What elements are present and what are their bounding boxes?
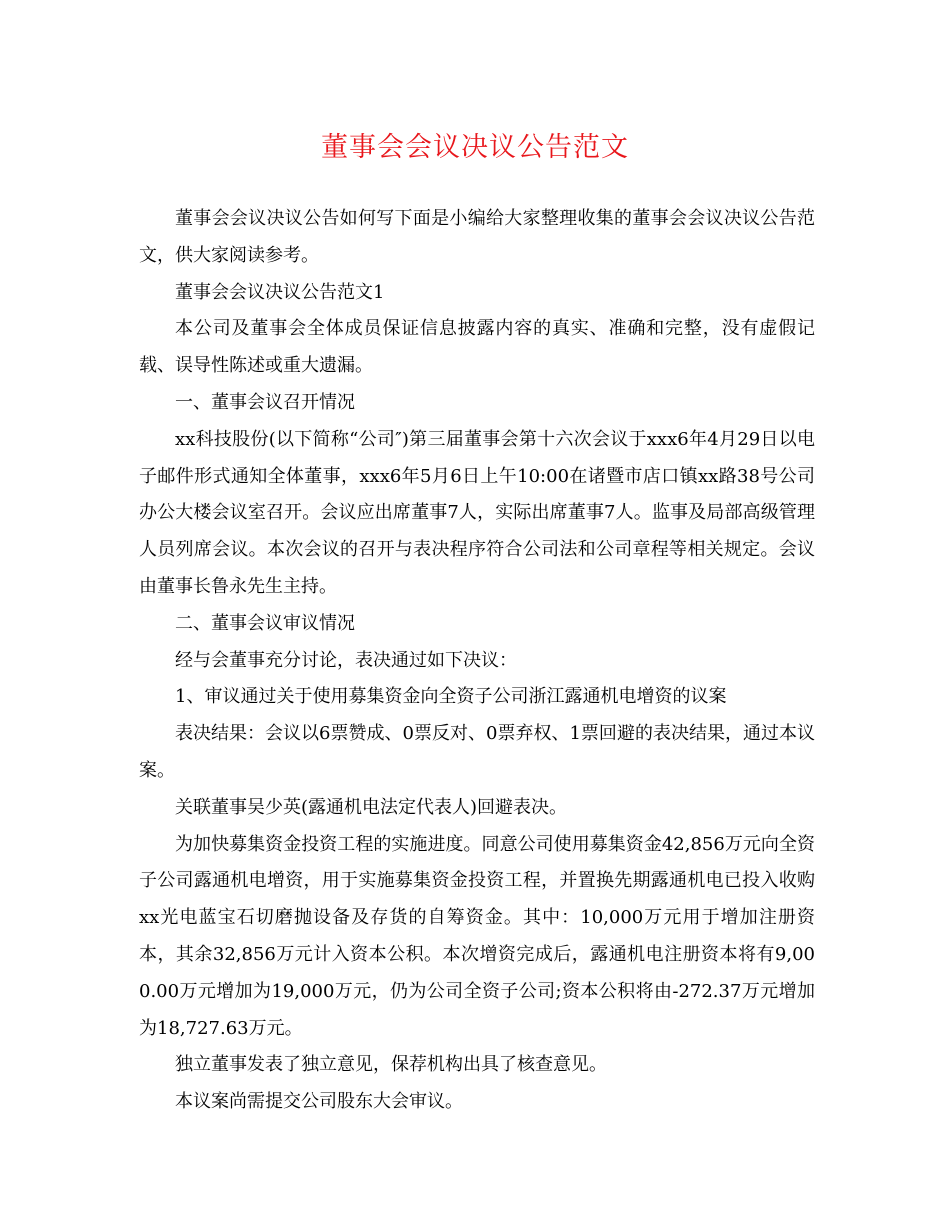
paragraph-discussion: 经与会董事充分讨论，表决通过如下决议： [175, 649, 517, 671]
document-title: 董事会会议决议公告范文 [321, 132, 629, 163]
section-heading-meeting: 一、董事会议召开情况 [175, 391, 355, 413]
paragraph-intro: 董事会会议决议公告如何写下面是小编给大家整理收集的董事会会议决议公告范文，供大家阅读参考。 [139, 208, 815, 266]
paragraph-guarantee: 本公司及董事会全体成员保证信息披露内容的真实、准确和完整，没有虚假记载、误导性陈述或重大遗漏。 [139, 318, 815, 377]
paragraph-meeting-details: xx科技股份(以下简称“公司″)第三届董事会第十六次会议于xxx6年4月29日以电子邮件形式通知全体董事，xxx6年5月6日上午10:00在诸暨市店口镇xx路38号公司办公大楼会议室召开。会议应出席董事7人，实际出席董事7人。监事及局部高级管理人员列席会议。本次会议的召开与表决程序符合公司法和公司章程等相关规定。会议由董事长鲁永先生主持。 [139, 428, 815, 597]
paragraph-capital-increase: 为加快募集资金投资工程的实施进度。同意公司使用募集资金42,856万元向全资子公司露通机电增资，用于实施募集资金投资工程，并置换先期露通机电已投入收购xx光电蓝宝石切磨抛设备及存货的自筹资金。其中：10,000万元用于增加注册资本，其余32,856万元计入资本公积。本次增资完成后，露通机电注册资本将有9,000.00万元增加为19,000万元，仍为公司全资子公司;资本公积将由-272.37万元增加为18,727.63万元。 [139, 833, 815, 1039]
paragraph-independent-opinion: 独立董事发表了独立意见，保荐机构出具了核查意见。 [175, 1054, 607, 1076]
paragraph-subtitle: 董事会会议决议公告范文1 [175, 281, 385, 303]
resolution-item-1: 1、审议通过关于使用募集资金向全资子公司浙江露通机电增资的议案 [175, 686, 727, 708]
paragraph-recusal: 关联董事吴少英(露通机电法定代表人)回避表决。 [175, 796, 568, 818]
paragraph-vote-result: 表决结果：会议以6票赞成、0票反对、0票弃权、1票回避的表决结果，通过本议案。 [139, 723, 815, 781]
paragraph-submission: 本议案尚需提交公司股东大会审议。 [175, 1091, 463, 1113]
section-heading-review: 二、董事会议审议情况 [175, 612, 355, 634]
document-body [139, 201, 815, 1121]
